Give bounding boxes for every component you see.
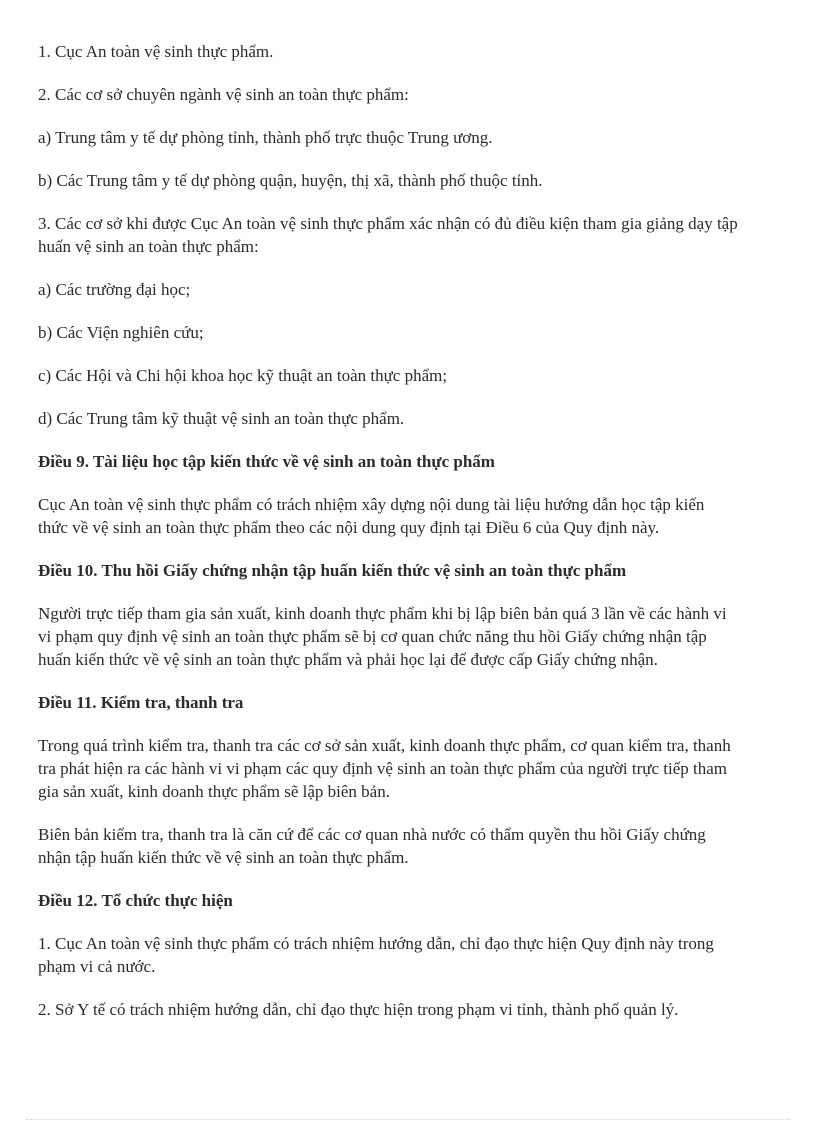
list-item-2a: a) Trung tâm y tế dự phòng tỉnh, thành phố trực thuộc Trung ương.	[38, 128, 493, 147]
list-item-2b: b) Các Trung tâm y tế dự phòng quận, huyện, thị xã, thành phố thuộc tỉnh.	[38, 171, 543, 190]
list-item-3d: d) Các Trung tâm kỹ thuật vệ sinh an toàn thực phẩm.	[38, 409, 405, 428]
list-item-3b: b) Các Viện nghiên cứu;	[38, 323, 204, 342]
list-item-3c: c) Các Hội và Chi hội khoa học kỹ thuật an toàn thực phẩm;	[38, 366, 448, 385]
page-bottom-divider	[26, 1119, 790, 1120]
list-item-3: 3. Các cơ sở khi được Cục An toàn vệ sinh thực phẩm xác nhận có đủ điều kiện tham gia giảng dạy tập huấn vệ sinh an toàn thực phẩm:	[38, 214, 738, 256]
document-body	[38, 40, 738, 1041]
article-9-body: Cục An toàn vệ sinh thực phẩm có trách nhiệm xây dựng nội dung tài liệu hướng dẫn học tập kiến thức về vệ sinh an toàn thực phẩm theo các nội dung quy định tại Điều 6 của Quy định này.	[38, 495, 705, 537]
article-10-body: Người trực tiếp tham gia sản xuất, kinh doanh thực phẩm khi bị lập biên bản quá 3 lần về các hành vi vi phạm quy định vệ sinh an toàn thực phẩm sẽ bị cơ quan chức năng thu hồi Giấy chứng nhận tập huấn kiến thức về vệ sinh an toàn thực phẩm và phải học lại để được cấp Giấy chứng nhận.	[38, 604, 727, 669]
article-11-body-1: Trong quá trình kiểm tra, thanh tra các cơ sở sản xuất, kinh doanh thực phẩm, cơ quan kiểm tra, thanh tra phát hiện ra các hành vi vi phạm các quy định vệ sinh an toàn thực phẩm của người trực tiếp tham gia sản xuất, kinh doanh thực phẩm sẽ lập biên bản.	[38, 736, 731, 801]
article-9-heading: Điều 9. Tài liệu học tập kiến thức về vệ sinh an toàn thực phẩm	[38, 452, 495, 471]
article-11-body-2: Biên bản kiểm tra, thanh tra là căn cứ để các cơ quan nhà nước có thẩm quyền thu hồi Giấy chứng nhận tập huấn kiến thức về vệ sinh an toàn thực phẩm.	[38, 825, 706, 867]
list-item-3a: a) Các trường đại học;	[38, 280, 191, 299]
article-12-item-1: 1. Cục An toàn vệ sinh thực phẩm có trách nhiệm hướng dẫn, chỉ đạo thực hiện Quy định này trong phạm vi cả nước.	[38, 934, 714, 976]
list-item-2: 2. Các cơ sở chuyên ngành vệ sinh an toàn thực phẩm:	[38, 85, 409, 104]
article-10-heading: Điều 10. Thu hồi Giấy chứng nhận tập huấn kiến thức vệ sinh an toàn thực phẩm	[38, 561, 627, 580]
article-12-item-2: 2. Sở Y tế có trách nhiệm hướng dẫn, chỉ đạo thực hiện trong phạm vi tỉnh, thành phố quản lý.	[38, 1000, 679, 1019]
list-item-1: 1. Cục An toàn vệ sinh thực phẩm.	[38, 42, 274, 61]
article-12-heading: Điều 12. Tổ chức thực hiện	[38, 891, 233, 910]
article-11-heading: Điều 11. Kiểm tra, thanh tra	[38, 693, 244, 712]
